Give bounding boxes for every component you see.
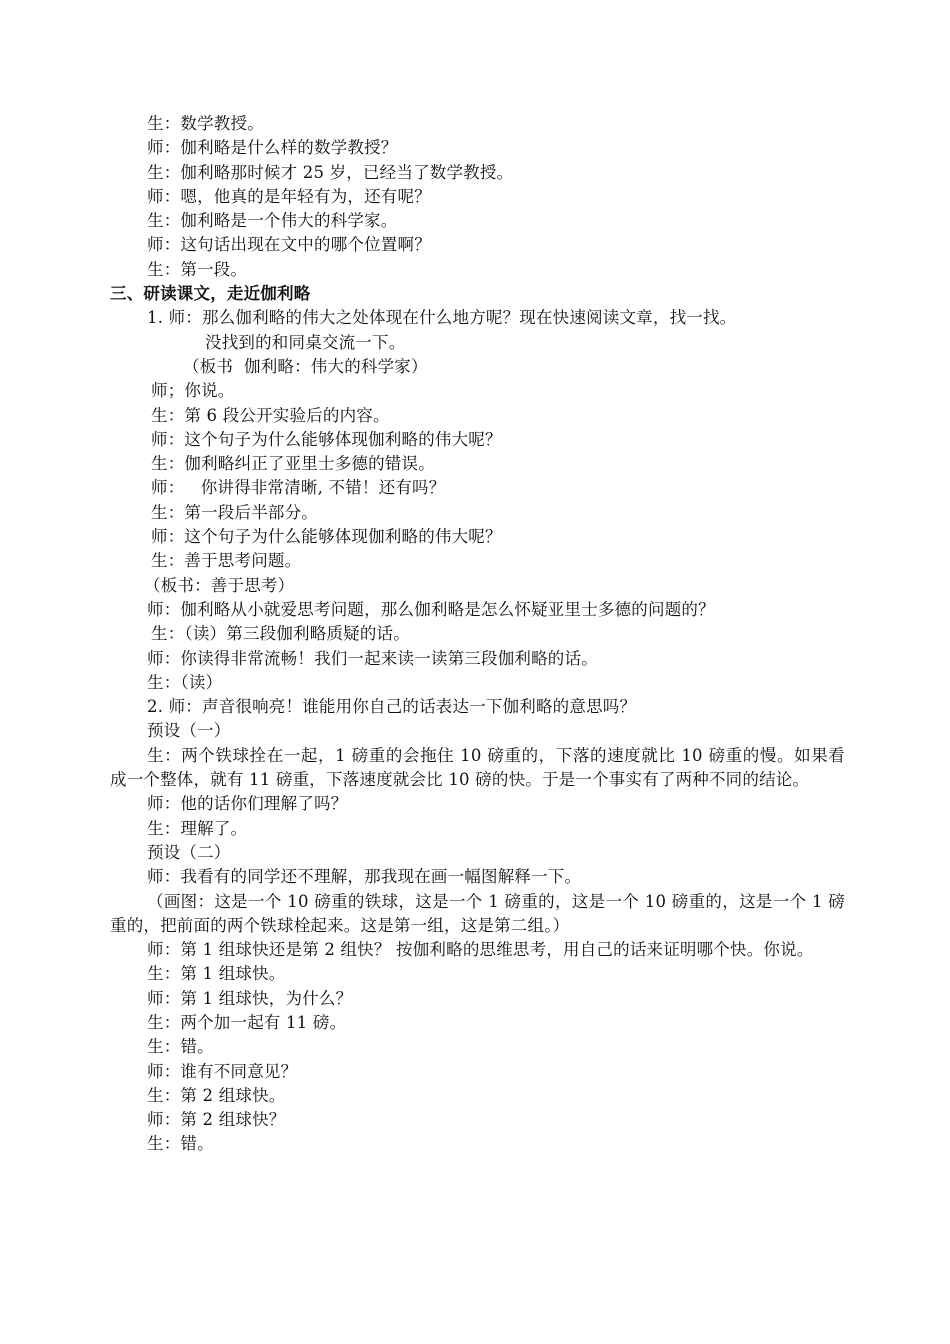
dialogue-line: 生：第一段后半部分。 (151, 502, 318, 522)
section-heading: 三、研读课文，走近伽利略 (110, 284, 311, 304)
dialogue-line: 师：这个句子为什么能够体现伽利略的伟大呢？ (151, 429, 502, 449)
dialogue-line: 生：错。 (147, 1134, 214, 1154)
board-note: （板书：善于思考） (144, 575, 295, 595)
dialogue-line: 师：嗯，他真的是年轻有为，还有呢？ (147, 186, 431, 206)
dialogue-line: 生：第 6 段公开实验后的内容。 (151, 405, 390, 425)
dialogue-line: 生：第 2 组球快。 (147, 1085, 286, 1105)
dialogue-line: 师：第 2 组球快？ (147, 1110, 286, 1130)
dialogue-line: 师：伽利略从小就爱思考问题，那么伽利略是怎么怀疑亚里士多德的问题的？ (147, 599, 715, 619)
preset-label: 预设（二） (147, 842, 231, 862)
dialogue-line: 师： 你讲得非常清晰, 不错！还有吗？ (151, 478, 446, 498)
dialogue-line: 师：伽利略是什么样的数学教授？ (147, 138, 398, 158)
dialogue-line: 师：你读得非常流畅！我们一起来读一读第三段伽利略的话。 (147, 648, 598, 668)
dialogue-line: 师；你说。 (151, 381, 235, 401)
dialogue-line: 生：伽利略那时候才 25 岁，已经当了数学教授。 (147, 162, 514, 182)
dialogue-line: 师：谁有不同意见？ (147, 1061, 298, 1081)
dialogue-line: 生：善于思考问题。 (151, 551, 302, 571)
dialogue-paragraph: 师：第 1 组球快还是第 2 组快？ 按伽利略的思维思考，用自己的话来证明哪个快。你说。 (147, 940, 814, 960)
dialogue-line: 生：错。 (147, 1037, 214, 1057)
dialogue-line: 师：这句话出现在文中的哪个位置啊？ (147, 235, 431, 255)
dialogue-line: 师：他的话你们理解了吗？ (147, 794, 348, 814)
dialogue-line: 生：第一段。 (147, 259, 248, 279)
dialogue-line: 1. 师：那么伽利略的伟大之处体现在什么地方呢？现在快速阅读文章，找一找。 (147, 308, 737, 328)
preset-label: 预设（一） (147, 721, 231, 741)
dialogue-line: 师：这个句子为什么能够体现伽利略的伟大呢？ (151, 527, 502, 547)
dialogue-line: 师：我看有的同学还不理解，那我现在画一幅图解释一下。 (147, 867, 582, 887)
dialogue-line: 生：（读）第三段伽利略质疑的话。 (151, 624, 410, 644)
dialogue-paragraph: 生：两个铁球拴在一起，1 磅重的会拖住 10 磅重的，下落的速度就比 10 磅重的慢。如果看成一个整体，就有 11 磅重，下落速度就会比 10 磅的快。于是一个事实有了两种不同的结论。 (110, 745, 845, 790)
board-note: （板书 伽利略：伟大的科学家） (183, 356, 428, 376)
dialogue-line: 生：伽利略纠正了亚里士多德的错误。 (151, 454, 435, 474)
dialogue-line: 生：（读） (147, 672, 223, 692)
dialogue-line: 生：理解了。 (147, 818, 248, 838)
dialogue-line: 师：第 1 组球快，为什么？ (147, 988, 353, 1008)
drawing-note-paragraph: （画图：这是一个 10 磅重的铁球，这是一个 1 磅重的，这是一个 10 磅重的，这是一个 1 磅重的，把前面的两个铁球栓起来。这是第一组，这是第二组。） (110, 891, 845, 935)
dialogue-line: 生：伽利略是一个伟大的科学家。 (147, 211, 398, 231)
dialogue-line: 生：数学教授。 (147, 114, 264, 133)
dialogue-line: 2. 师：声音很响亮！谁能用你自己的话表达一下伽利略的意思吗？ (147, 697, 637, 717)
dialogue-line: 生：第 1 组球快。 (147, 964, 286, 984)
dialogue-line: 生：两个加一起有 11 磅。 (147, 1012, 347, 1032)
document-body (110, 112, 845, 1157)
dialogue-line: 没找到的和同桌交流一下。 (205, 332, 406, 352)
